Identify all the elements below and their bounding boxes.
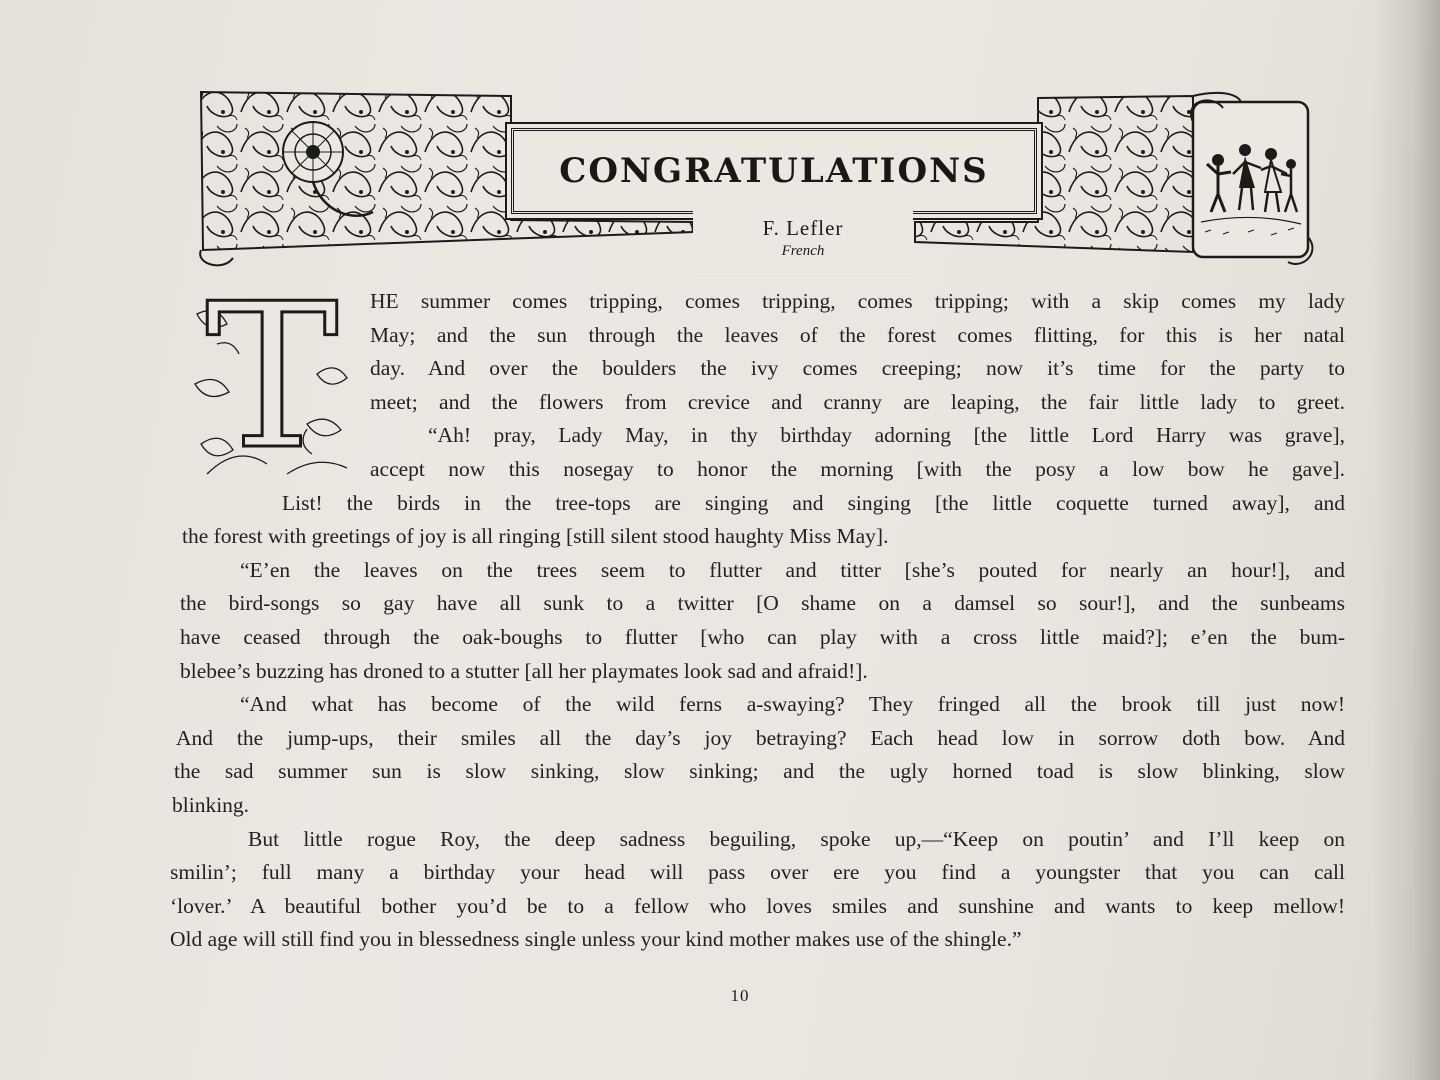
- drop-cap-letter: T: [205, 274, 339, 482]
- poem-body: [170, 285, 1345, 957]
- author-name: F. Lefler: [762, 216, 844, 240]
- text-line: blebee’s buzzing has droned to a stutter [all her playmates look sad and afraid!].: [180, 658, 868, 683]
- text-line: the bird-songs so gay have all sunk to a twitter [O shame on a damsel so sour!], and the sunbeams: [180, 591, 1345, 616]
- text-line: “And what has become of the wild ferns a-swaying? They fringed all the brook till just now!: [240, 692, 1345, 717]
- text-line: But little rogue Roy, the deep sadness beguiling, spoke up,—“Keep on poutin’ and I’ll keep on: [248, 826, 1345, 851]
- text-line: accept now this nosegay to honor the morning [with the posy a low bow he gave].: [370, 456, 1345, 481]
- text-line: have ceased through the oak-boughs to flutter [who can play with a cross little maid?]; e’en the bum-: [180, 624, 1345, 649]
- text-line: ‘lover.’ A beautiful bother you’d be to a fellow who loves smiles and sunshine and wants to keep mellow!: [170, 893, 1345, 918]
- author-nationality: French: [781, 243, 825, 259]
- text-line: HE summer comes tripping, comes tripping, comes tripping; with a skip comes my lady: [370, 289, 1345, 313]
- text-line: blinking.: [172, 792, 250, 817]
- page-title: CONGRATULATIONS: [559, 151, 989, 191]
- text-line: the forest with greetings of joy is all ringing [still silent stood haughty Miss May].: [182, 524, 889, 549]
- text-line: meet; and the flowers from crevice and cranny are leaping, the fair little lady to greet.: [370, 389, 1345, 414]
- text-line: List! the birds in the tree-tops are singing and singing [the little coquette turned away], and: [282, 490, 1345, 515]
- text-line: And the jump-ups, their smiles all the day’s joy betraying? Each head low in sorrow doth bow. And: [176, 725, 1345, 750]
- author-block: [693, 206, 913, 276]
- title-frame: [511, 128, 1037, 214]
- text-line: smilin’; full many a birthday your head will pass over ere you find a youngster that you can call: [170, 860, 1345, 885]
- page-curve-shadow: [1370, 0, 1440, 1080]
- text-line: “Ah! pray, Lady May, in thy birthday adorning [the little Lord Harry was grave],: [428, 423, 1345, 448]
- children-vignette: [1191, 100, 1312, 263]
- page-number: 10: [730, 986, 750, 1005]
- text-line: “E’en the leaves on the trees seem to flutter and titter [she’s pouted for nearly an hour!], and: [240, 557, 1345, 582]
- text-line: May; and the sun through the leaves of the forest comes flitting, for this is her natal: [370, 322, 1345, 347]
- text-line: the sad summer sun is slow sinking, slow sinking; and the ugly horned toad is slow blinking, slow: [174, 759, 1345, 784]
- text-line: day. And over the boulders the ivy comes creeping; now it’s time for the party to: [370, 356, 1345, 381]
- ornamental-header-banner: [193, 82, 1343, 277]
- text-line: Old age will still find you in blessedness single unless your kind mother makes use of the shingle.”: [170, 927, 1022, 952]
